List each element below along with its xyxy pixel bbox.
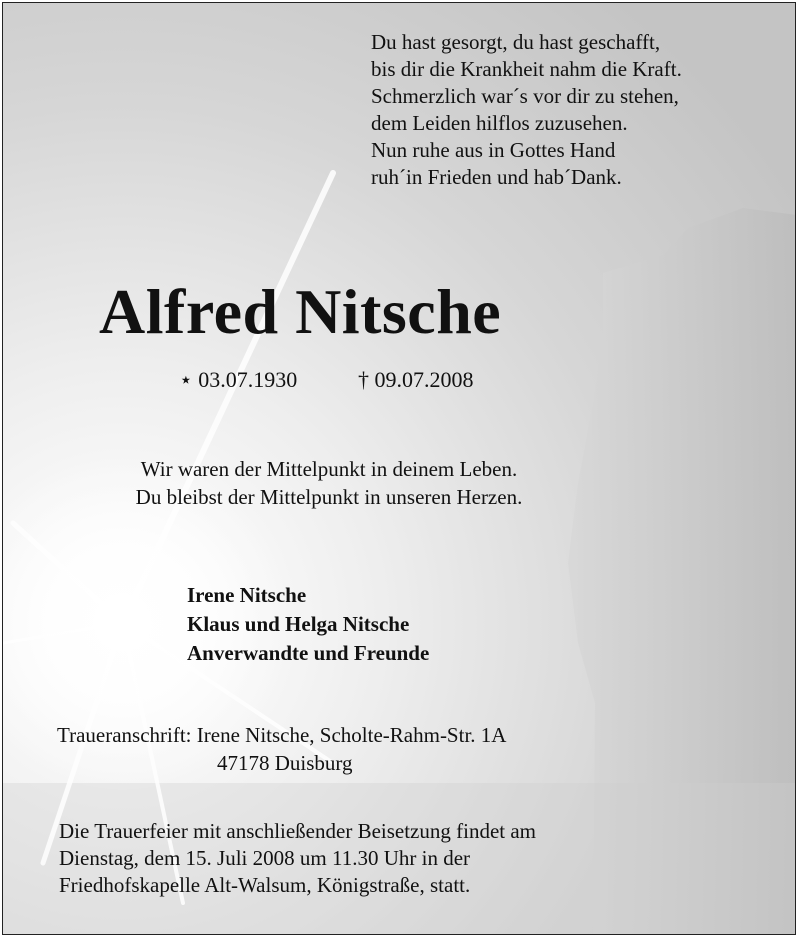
obituary-notice <box>2 2 796 935</box>
poem-line: ruh´in Frieden und hab´Dank. <box>371 165 622 189</box>
poem-line: dem Leiden hilflos zuzusehen. <box>371 111 628 135</box>
mourner: Klaus und Helga Nitsche <box>187 612 410 636</box>
funeral-line: Die Trauerfeier mit anschließender Beisetzung findet am <box>59 819 537 843</box>
quote-line: Du bleibst der Mittelpunkt in unseren Herzen. <box>135 485 523 509</box>
birth-date: ⋆ 03.07.1930 <box>179 367 298 392</box>
poem-line: Nun ruhe aus in Gottes Hand <box>371 138 616 162</box>
deceased-name: Alfred Nitsche <box>99 276 502 347</box>
funeral-line: Dienstag, dem 15. Juli 2008 um 11.30 Uhr in der <box>59 846 471 870</box>
funeral-info <box>59 818 536 899</box>
poem-line: Schmerzlich war´s vor dir zu stehen, <box>371 84 679 108</box>
address-line: Traueranschrift: Irene Nitsche, Scholte-Rahm-Str. 1A <box>57 723 507 747</box>
death-date: † 09.07.2008 <box>358 367 474 392</box>
poem <box>371 29 682 191</box>
mourner: Irene Nitsche <box>187 583 307 607</box>
funeral-line: Friedhofskapelle Alt-Walsum, Königstraße, statt. <box>59 873 471 897</box>
memorial-quote <box>99 455 559 511</box>
address-city: 47178 Duisburg <box>217 751 353 775</box>
quote-line: Wir waren der Mittelpunkt in deinem Leben. <box>140 457 518 481</box>
condolence-address <box>57 721 506 777</box>
poem-line: Du hast gesorgt, du hast geschafft, <box>371 30 661 54</box>
mourners-list <box>187 581 429 668</box>
poem-line: bis dir die Krankheit nahm die Kraft. <box>371 57 682 81</box>
mourner: Anverwandte und Freunde <box>187 641 430 665</box>
